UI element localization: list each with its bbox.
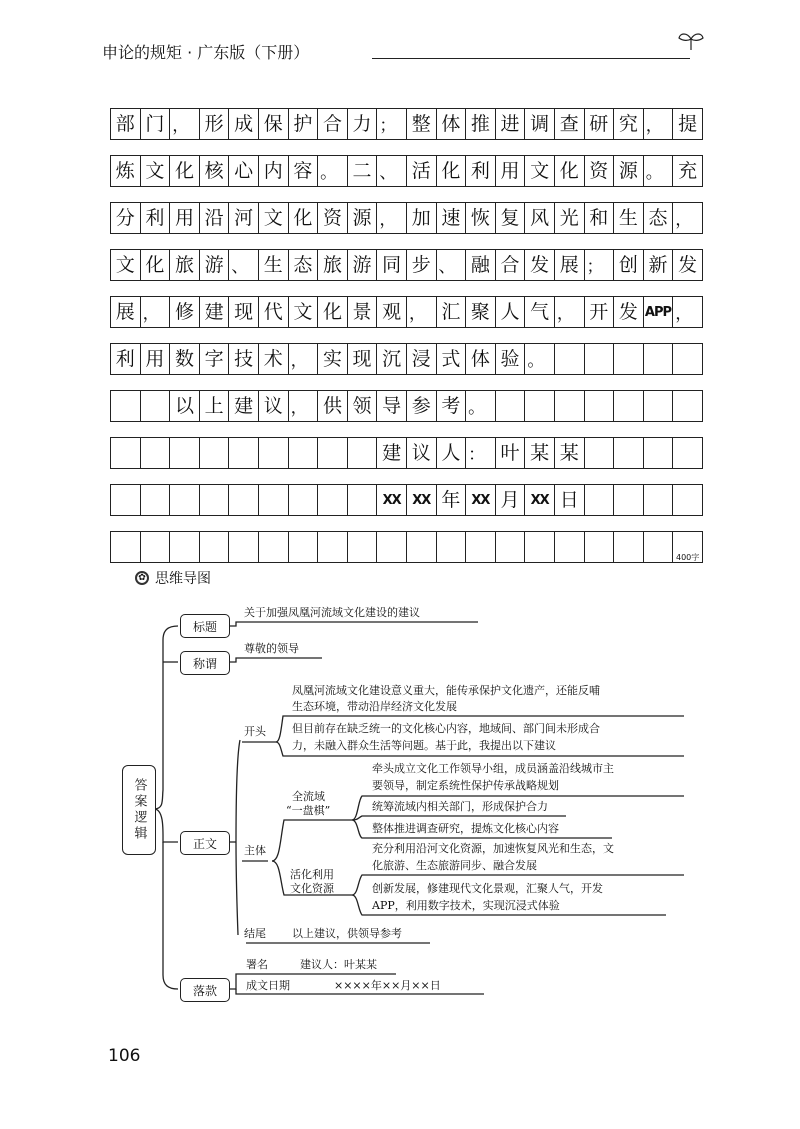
grid-cell: APP (644, 297, 674, 327)
node-chengwei: 称谓 (180, 651, 230, 675)
grid-cell: 利 (466, 156, 496, 186)
grid-cell: 月 (496, 485, 526, 515)
grid-cell: 。 (466, 391, 496, 421)
grid-cell: 生 (614, 203, 644, 233)
grid-cell: ， (289, 344, 319, 374)
grid-cell: 化 (555, 156, 585, 186)
grid-cell: 化 (141, 250, 171, 280)
grid-cell: 内 (259, 156, 289, 186)
grid-cell: 议 (259, 391, 289, 421)
grid-cell: 护 (289, 109, 319, 139)
grid-cell: 发 (525, 250, 555, 280)
grid-cell: 以 (170, 391, 200, 421)
kaitou-label: 开头 (244, 725, 266, 738)
group1-item1-line2: 要领导，制定系统性保护传承战略规划 (372, 779, 559, 792)
grid-cell: 形 (200, 109, 230, 139)
grid-cell: 建 (377, 438, 407, 468)
kaitou-a-line2: 生态环境，带动沿岸经济文化发展 (292, 700, 457, 713)
grid-cell: 成 (229, 109, 259, 139)
grid-cell: 究 (614, 109, 644, 139)
group2-item2-line1: 创新发展，修建现代文化景观，汇聚人气，开发 (372, 882, 603, 895)
grid-cell: 同 (377, 250, 407, 280)
grid-cell: 加 (407, 203, 437, 233)
grid-cell: 发 (614, 297, 644, 327)
page-number: 106 (108, 1046, 141, 1066)
grid-cell: ， (407, 297, 437, 327)
grid-cell: 容 (289, 156, 319, 186)
grid-cell: 叶 (496, 438, 526, 468)
chengwei-text: 尊敬的领导 (244, 642, 299, 655)
grid-cell: 展 (555, 250, 585, 280)
grid-cell: 光 (555, 203, 585, 233)
grid-cell: 展 (111, 297, 141, 327)
grid-cell: 技 (229, 344, 259, 374)
grid-cell: ： (466, 438, 496, 468)
grid-cell: 创 (614, 250, 644, 280)
grid-cell: 领 (348, 391, 378, 421)
grid-cell: 利 (141, 203, 171, 233)
grid-cell: 合 (496, 250, 526, 280)
grid-cell: 风 (525, 203, 555, 233)
grid-cell: 研 (585, 109, 615, 139)
grid-cell: 活 (407, 156, 437, 186)
grid-cell: 步 (407, 250, 437, 280)
group1-label-b: “一盘棋” (286, 804, 331, 817)
grid-cell: 字 (200, 344, 230, 374)
grid-cell: 合 (318, 109, 348, 139)
grid-cell: 实 (318, 344, 348, 374)
grid-cell: 用 (170, 203, 200, 233)
grid-cell: 保 (259, 109, 289, 139)
grid-cell: 沿 (200, 203, 230, 233)
group1-item2: 统筹流域内相关部门，形成保护合力 (372, 800, 548, 813)
grid-cell: 年 (437, 485, 467, 515)
grid-cell: 现 (229, 297, 259, 327)
zhuti-label: 主体 (244, 844, 266, 857)
grid-cell: 文 (141, 156, 171, 186)
grid-cell: ， (141, 297, 171, 327)
grid-cell: 某 (555, 438, 585, 468)
grid-cell: 整 (407, 109, 437, 139)
grid-cell: 景 (348, 297, 378, 327)
grid-cell: ， (555, 297, 585, 327)
grid-cell: 资 (318, 203, 348, 233)
grid-cell: 修 (170, 297, 200, 327)
kaitou-b-line2: 力，未融入群众生活等问题。基于此，我提出以下建议 (292, 739, 556, 752)
grid-cell: 人 (496, 297, 526, 327)
grid-cell: 术 (259, 344, 289, 374)
grid-cell: 资 (585, 156, 615, 186)
node-biaoti: 标题 (180, 614, 230, 638)
grid-cell: 浸 (407, 344, 437, 374)
grid-cell: 态 (644, 203, 674, 233)
grid-cell: 参 (407, 391, 437, 421)
grid-cell: 源 (348, 203, 378, 233)
group2-label-b: 文化资源 (290, 882, 334, 895)
grid-cell: 上 (200, 391, 230, 421)
group2-item1-line2: 化旅游、生态旅游同步、融合发展 (372, 859, 537, 872)
jiewei-label: 结尾 (244, 927, 266, 940)
grid-cell: 部 (111, 109, 141, 139)
grid-cell: XX (466, 485, 496, 515)
group1-item3: 整体推进调查研究，提炼文化核心内容 (372, 822, 559, 835)
grid-cell: XX (377, 485, 407, 515)
group1-label-a: 全流域 (292, 790, 325, 803)
grid-cell: 核 (200, 156, 230, 186)
grid-cell: 人 (437, 438, 467, 468)
grid-cell: 议 (407, 438, 437, 468)
grid-cell: 炼 (111, 156, 141, 186)
grid-cell: 复 (496, 203, 526, 233)
grid-cell: 进 (496, 109, 526, 139)
group1-item1-line1: 牵头成立文化工作领导小组，成员涵盖沿线城市主 (372, 762, 614, 775)
kaitou-a-line1: 凤凰河流域文化建设意义重大，能传承保护文化遗产，还能反哺 (292, 684, 600, 697)
grid-cell: 游 (200, 250, 230, 280)
grid-cell: 源 (614, 156, 644, 186)
mindmap-icon: ✿ (135, 571, 149, 585)
grid-cell: 心 (229, 156, 259, 186)
grid-cell: 分 (111, 203, 141, 233)
grid-cell: 旅 (318, 250, 348, 280)
grid-cell: 开 (585, 297, 615, 327)
grid-cell: 气 (525, 297, 555, 327)
grid-cell: 体 (466, 344, 496, 374)
grid-cell: 文 (111, 250, 141, 280)
word-count: 400字 (676, 553, 700, 562)
grid-cell: 。 (644, 156, 674, 186)
grid-cell: 建 (200, 297, 230, 327)
grid-cell: 观 (377, 297, 407, 327)
grid-cell: ， (170, 109, 200, 139)
grid-cell: 。 (525, 344, 555, 374)
root-node: 答案逻辑 (122, 765, 156, 855)
grid-cell: 导 (377, 391, 407, 421)
node-zhengwen: 正文 (180, 831, 230, 855)
grid-cell: 推 (466, 109, 496, 139)
group2-item1-line1: 充分利用沿河文化资源，加速恢复风光和生态，文 (372, 842, 614, 855)
date-label: 成文日期 (246, 979, 290, 992)
grid-cell: 充 (673, 156, 703, 186)
grid-cell: 用 (141, 344, 171, 374)
grid-cell: 利 (111, 344, 141, 374)
grid-cell: 门 (141, 109, 171, 139)
grid-cell: ， (289, 391, 319, 421)
grid-cell: 代 (259, 297, 289, 327)
shuming-text: 建议人：叶某某 (300, 958, 377, 971)
grid-cell: 化 (318, 297, 348, 327)
grid-cell: 式 (437, 344, 467, 374)
grid-cell: 态 (289, 250, 319, 280)
grid-cell: ， (673, 297, 703, 327)
grid-cell: 、 (377, 156, 407, 186)
date-text: ××××年××月××日 (334, 979, 441, 992)
grid-cell: 某 (525, 438, 555, 468)
node-luokuan: 落款 (180, 978, 230, 1002)
grid-cell: 发 (673, 250, 703, 280)
grid-cell: ； (377, 109, 407, 139)
grid-cell: 文 (289, 297, 319, 327)
grid-cell: 融 (466, 250, 496, 280)
grid-cell: XX (407, 485, 437, 515)
grid-cell: 日 (555, 485, 585, 515)
grid-cell: 调 (525, 109, 555, 139)
grid-cell: ； (585, 250, 615, 280)
grid-cell: ， (673, 203, 703, 233)
grid-cell: 数 (170, 344, 200, 374)
grid-cell: 文 (525, 156, 555, 186)
grid-cell: 游 (348, 250, 378, 280)
grid-cell: 体 (437, 109, 467, 139)
grid-cell: 河 (229, 203, 259, 233)
grid-cell: 用 (496, 156, 526, 186)
grid-cell: 二 (348, 156, 378, 186)
grid-cell: 速 (437, 203, 467, 233)
grid-cell: 生 (259, 250, 289, 280)
jiewei-text: 以上建议，供领导参考 (292, 927, 402, 940)
shuming-label: 署名 (246, 958, 268, 971)
grid-cell: 查 (555, 109, 585, 139)
grid-cell: 提 (673, 109, 703, 139)
grid-cell: 化 (437, 156, 467, 186)
grid-cell: 、 (437, 250, 467, 280)
grid-cell: 和 (585, 203, 615, 233)
grid-cell: 验 (496, 344, 526, 374)
grid-cell: 旅 (170, 250, 200, 280)
grid-cell: 建 (229, 391, 259, 421)
grid-cell: 、 (229, 250, 259, 280)
grid-cell: 聚 (466, 297, 496, 327)
group2-label-a: 活化利用 (290, 868, 334, 881)
grid-cell: 恢 (466, 203, 496, 233)
grid-cell: 沉 (377, 344, 407, 374)
grid-cell: 力 (348, 109, 378, 139)
grid-cell: 文 (259, 203, 289, 233)
kaitou-b-line1: 但目前存在缺乏统一的文化核心内容，地域间、部门间未形成合 (292, 722, 600, 735)
grid-cell: 现 (348, 344, 378, 374)
group2-item2-line2: APP，利用数字技术，实现沉浸式体验 (372, 899, 560, 912)
biaoti-text: 关于加强凤凰河流域文化建设的建议 (244, 606, 420, 619)
grid-cell: 化 (170, 156, 200, 186)
grid-cell: 供 (318, 391, 348, 421)
grid-cell: XX (525, 485, 555, 515)
mindmap-heading-text: 思维导图 (155, 571, 211, 587)
running-header: 申论的规矩 · 广东版（下册） (102, 43, 310, 62)
grid-cell: ， (377, 203, 407, 233)
grid-cell: 汇 (437, 297, 467, 327)
grid-cell: ， (644, 109, 674, 139)
grid-cell: 。 (318, 156, 348, 186)
grid-cell: 新 (644, 250, 674, 280)
grid-cell: 考 (437, 391, 467, 421)
grid-cell: 化 (289, 203, 319, 233)
